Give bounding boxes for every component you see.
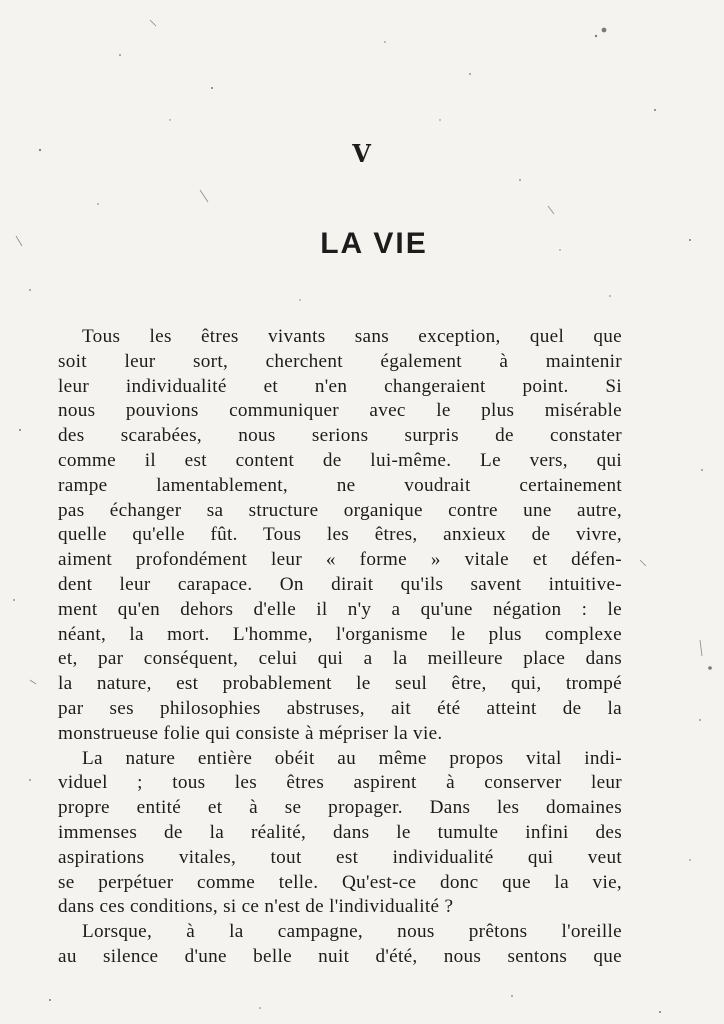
- paragraph: [58, 325, 622, 747]
- paragraph: [58, 747, 622, 921]
- text-line: propre entité et à se propager. Dans les domaines: [58, 797, 622, 819]
- text-line: leur individualité et n'en changeraient point. Si: [58, 375, 622, 397]
- chapter-number: V: [352, 139, 372, 168]
- chapter-body: [58, 325, 622, 970]
- text-line: dent leur carapace. On dirait qu'ils savent intuitive-: [58, 573, 622, 595]
- text-line: aspirations vitales, tout est individualité qui veut: [58, 846, 622, 868]
- chapter-title: LA VIE: [320, 227, 428, 260]
- text-line: par ses philosophies abstruses, ait été atteint de la: [58, 697, 622, 719]
- text-line: quelle qu'elle fût. Tous les êtres, anxieux de vivre,: [58, 524, 622, 546]
- text-line: néant, la mort. L'homme, l'organisme le plus complexe: [58, 623, 622, 645]
- text-line: au silence d'une belle nuit d'été, nous sentons que: [58, 945, 622, 967]
- text-line: La nature entière obéit au même propos vital indi-: [82, 747, 622, 769]
- text-line: pas échanger sa structure organique contre une autre,: [58, 499, 622, 521]
- text-line: se perpétuer comme telle. Qu'est-ce donc que la vie,: [58, 871, 622, 893]
- text-line: dans ces conditions, si ce n'est de l'individualité ?: [58, 896, 454, 918]
- text-line: aiment profondément leur « forme » vitale et défen-: [58, 549, 622, 571]
- text-line: Lorsque, à la campagne, nous prêtons l'oreille: [82, 921, 622, 943]
- text-line: comme il est content de lui-même. Le vers, qui: [58, 449, 622, 471]
- text-line: et, par conséquent, celui qui a la meilleure place dans: [58, 648, 622, 670]
- text-line: nous pouvions communiquer avec le plus misérable: [58, 400, 622, 422]
- text-line: ment qu'en dehors d'elle il n'y a qu'une négation : le: [58, 598, 622, 620]
- text-line: soit leur sort, cherchent également à maintenir: [58, 350, 622, 372]
- text-line: la nature, est probablement le seul être, qui, trompé: [58, 673, 622, 695]
- text-line: immenses de la réalité, dans le tumulte infini des: [58, 821, 622, 843]
- text-line: monstrueuse folie qui consiste à mépriser la vie.: [58, 722, 443, 744]
- text-line: des scarabées, nous serions surpris de constater: [58, 425, 622, 447]
- text-line: rampe lamentablement, ne voudrait certainement: [58, 474, 622, 496]
- paragraph: [58, 920, 622, 970]
- text-line: viduel ; tous les êtres aspirent à conserver leur: [58, 772, 622, 794]
- text-line: Tous les êtres vivants sans exception, quel que: [82, 326, 622, 347]
